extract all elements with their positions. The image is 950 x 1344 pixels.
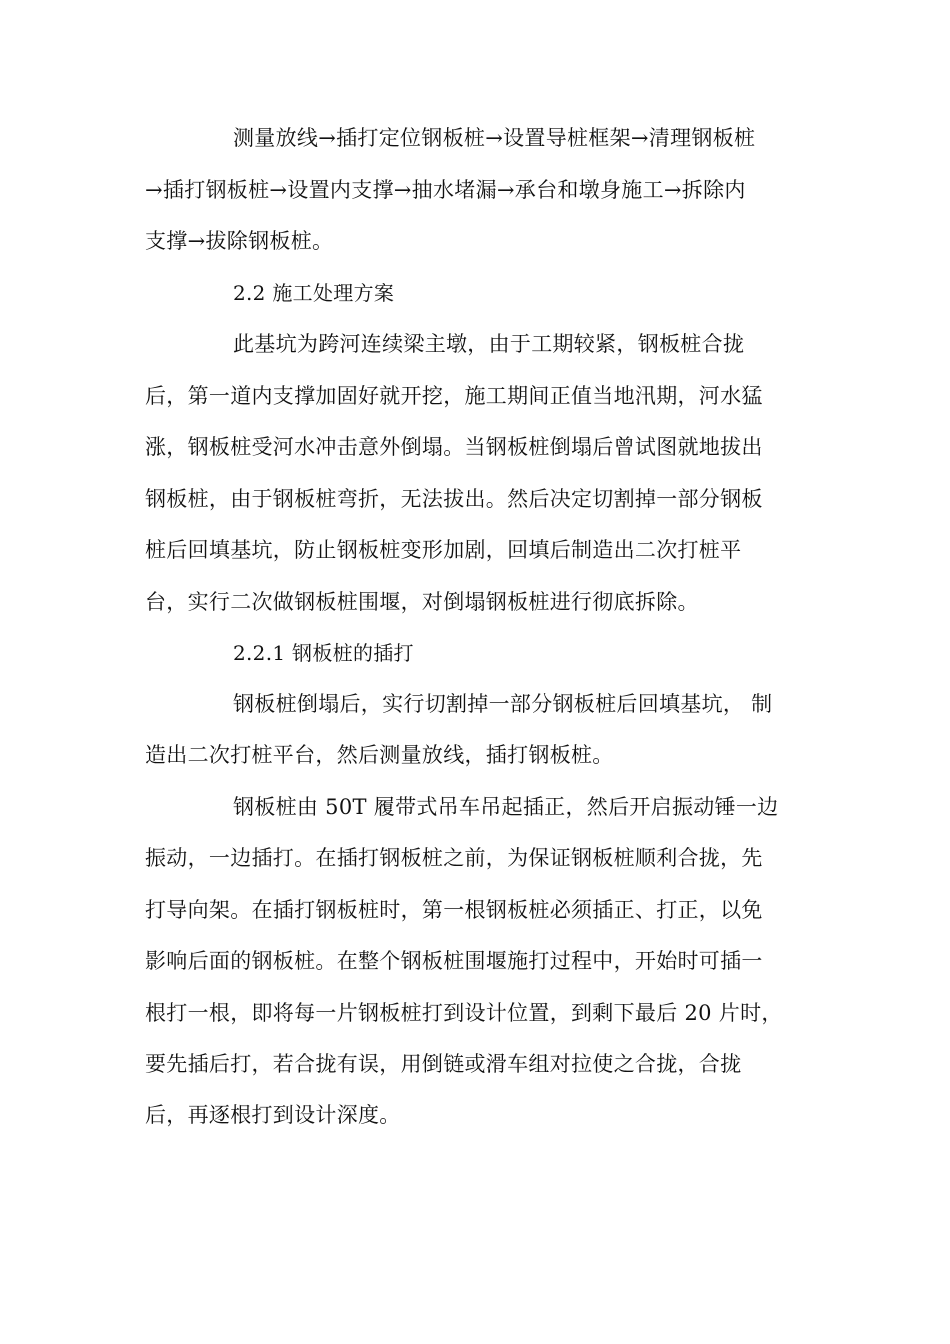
paragraph-line: 钢板桩倒塌后，实行切割掉一部分钢板桩后回填基坑， 制 [233, 692, 773, 716]
paragraph-line: 振动，一边插打。在插打钢板桩之前，为保证钢板桩顺利合拢，先 [145, 846, 763, 870]
paragraph-line: 桩后回填基坑，防止钢板桩变形加剧，回填后制造出二次打桩平 [145, 538, 742, 562]
paragraph-line: 后，再逐根打到设计深度。 [145, 1103, 401, 1127]
paragraph-line: 要先插后打，若合拢有误，用倒链或滑车组对拉使之合拢，合拢 [145, 1052, 742, 1076]
paragraph-line: 造出二次打桩平台，然后测量放线，插打钢板桩。 [145, 743, 614, 767]
paragraph-line: 支撑→拔除钢板桩。 [145, 229, 334, 253]
paragraph-line: 测量放线→插打定位钢板桩→设置导桩框架→清理钢板桩 [233, 126, 756, 150]
paragraph-line: 台，实行二次做钢板桩围堰，对倒塌钢板桩进行彻底拆除。 [145, 590, 699, 614]
paragraph-line: 根打一根，即将每一片钢板桩打到设计位置，到剩下最后 20 片时， [145, 1001, 783, 1025]
paragraph-line: 涨，钢板桩受河水冲击意外倒塌。当钢板桩倒塌后曾试图就地拔出 [145, 435, 763, 459]
paragraph-line: →插打钢板桩→设置内支撑→抽水堵漏→承台和墩身施工→拆除内 [145, 178, 746, 202]
paragraph-line: 此基坑为跨河连续梁主墩，由于工期较紧，钢板桩合拢 [233, 332, 745, 356]
paragraph-line: 影响后面的钢板桩。在整个钢板桩围堰施打过程中，开始时可插一 [145, 949, 763, 973]
paragraph-line: 钢板桩由 50T 履带式吊车吊起插正，然后开启振动锤一边 [233, 795, 779, 819]
paragraph-line: 后，第一道内支撑加固好就开挖，施工期间正值当地汛期，河水猛 [145, 384, 763, 408]
section-heading: 2.2 施工处理方案 [233, 281, 395, 305]
subsection-heading: 2.2.1 钢板桩的插打 [233, 641, 414, 665]
paragraph-line: 钢板桩，由于钢板桩弯折，无法拔出。然后决定切割掉一部分钢板 [145, 487, 763, 511]
paragraph-line: 打导向架。在插打钢板桩时，第一根钢板桩必须插正、打正，以免 [145, 898, 763, 922]
